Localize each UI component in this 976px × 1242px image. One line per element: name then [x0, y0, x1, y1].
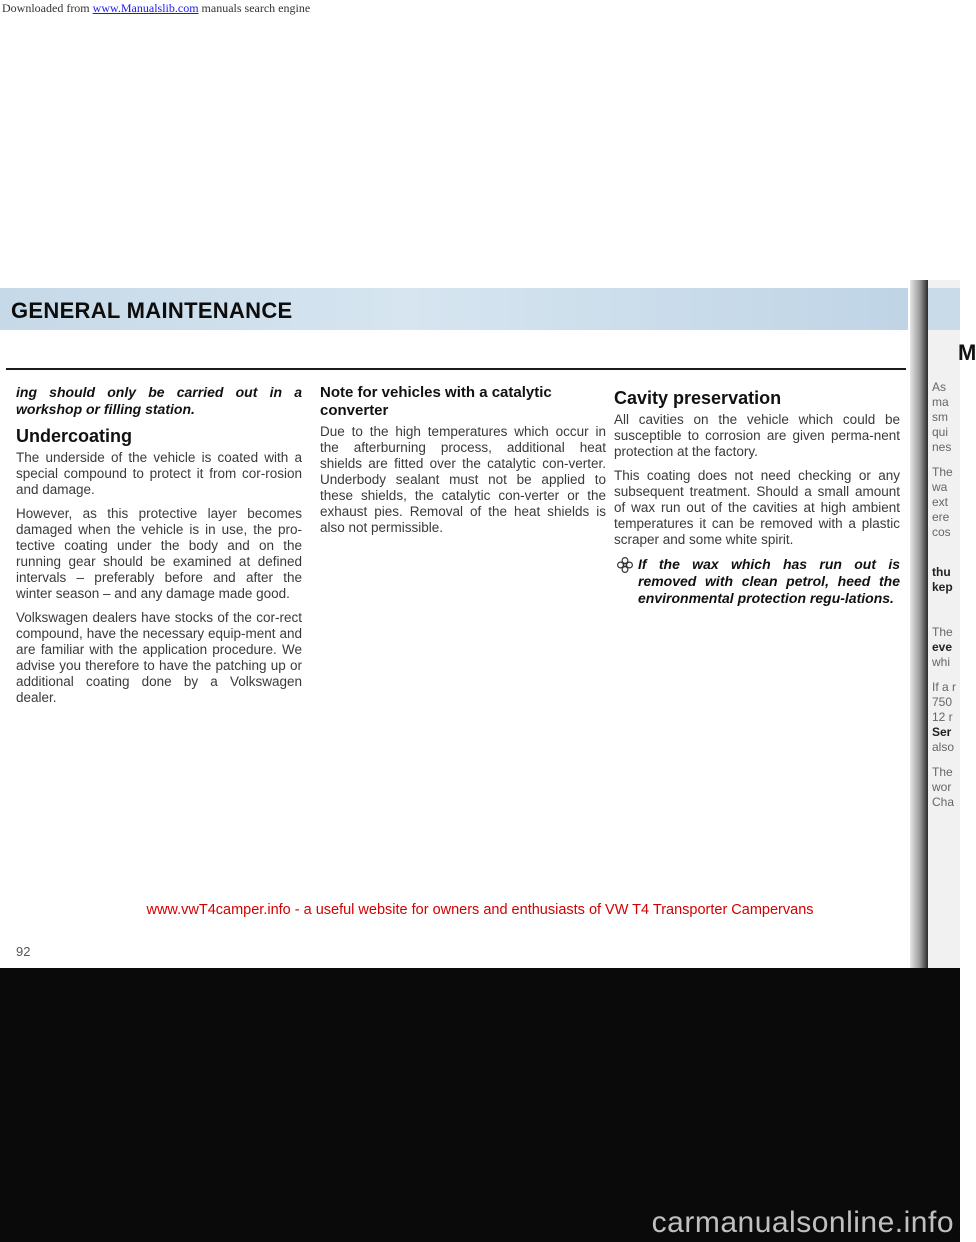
website-watermark: www.vwT4camper.info - a useful website for owners and enthusiasts of VW T4 Transporter Campervans: [146, 902, 814, 918]
column-2: [320, 384, 606, 544]
adjacent-text-fragment: whi: [932, 655, 951, 669]
paragraph: Volkswagen dealers have stocks of the cor-rect compound, have the necessary equip-ment and are familiar with the application procedure. We advise you therefore to have the patching up or additional coating done by a Volkswagen dealer.: [16, 610, 302, 705]
paragraph: Due to the high temperatures which occur in the afterburning process, additional heat shields are fitted over the catalytic con-verter. Underbody sealant must not be applied to these shields, the catalytic con-verter or the exhaust pies. Removal of the heat shields is also not permissible.: [320, 424, 606, 535]
adjacent-text-fragment: 750: [932, 695, 953, 709]
scan-black-area: [0, 968, 960, 1242]
adjacent-header-band: [928, 288, 960, 330]
column-1: [16, 384, 302, 714]
section-heading-cavity-preservation: Cavity preservation: [614, 388, 782, 408]
adjacent-text-fragment: The: [932, 765, 953, 779]
adjacent-text-fragment: ere: [932, 510, 950, 524]
adjacent-text-fragment: also: [932, 740, 955, 754]
paragraph: The underside of the vehicle is coated with a special compound to protect it from cor-rosion and damage.: [16, 450, 302, 497]
section-heading-undercoating: Undercoating: [16, 426, 133, 446]
paragraph: However, as this protective layer becomes damaged when the vehicle is in use, the pro-tective coating under the body and on the running gear should be examined at defined intervals – preferably before and after the winter season – and any damage made good.: [16, 506, 302, 601]
footer-brand: carmanualsonline.info: [651, 1206, 954, 1239]
adjacent-text-fragment: wa: [932, 480, 948, 494]
section-heading-catalytic-converter: Note for vehicles with a catalytic converter: [320, 384, 552, 419]
page-title: GENERAL MAINTENANCE: [11, 298, 293, 323]
column-3: [614, 384, 900, 615]
download-suffix: manuals search engine: [198, 1, 311, 15]
adjacent-text-fragment: thu: [932, 565, 951, 579]
adjacent-text-fragment: ext: [932, 495, 949, 509]
paragraph: This coating does not need checking or any subsequent treatment. Should a small amount of wax run out of the cavities at high ambient temperatures it can be removed with a plastic scraper and some white spirit.: [614, 468, 900, 547]
manualslib-link[interactable]: www.Manualslib.com: [92, 1, 199, 15]
download-source-bar: [0, 0, 962, 16]
adjacent-text-fragment: qui: [932, 425, 949, 439]
adjacent-text-fragment: The: [932, 465, 953, 479]
adjacent-text-fragment: nes: [932, 440, 952, 454]
environmental-note-text: If the wax which has run out is removed with clean petrol, heed the environmental protection regu-lations.: [638, 556, 900, 606]
adjacent-title-letter: M: [958, 340, 976, 365]
page-binding-edge: [910, 280, 928, 1040]
adjacent-text-fragment: 12 r: [932, 710, 953, 724]
adjacent-text-fragment: sm: [932, 410, 948, 424]
adjacent-text-fragment: If a r: [932, 680, 957, 694]
adjacent-text-fragment: cos: [932, 525, 951, 539]
download-prefix: Downloaded from: [2, 1, 93, 15]
adjacent-text-fragment: As: [932, 380, 947, 394]
adjacent-text-fragment: Cha: [932, 795, 955, 809]
adjacent-text-fragment: wor: [932, 780, 952, 794]
continued-warning: ing should only be carried out in a workshop or filling station.: [16, 384, 302, 417]
page-number: 92: [16, 944, 31, 959]
header-divider: [6, 368, 906, 370]
paragraph: All cavities on the vehicle which could be susceptible to corrosion are given perma-nent protection at the factory.: [614, 412, 900, 459]
adjacent-text-fragment: eve: [932, 640, 953, 654]
environmental-note: [614, 556, 900, 607]
adjacent-text-fragment: kep: [932, 580, 953, 594]
flower-icon: [616, 556, 634, 574]
adjacent-text-fragment: Ser: [932, 725, 952, 739]
adjacent-text-fragment: The: [932, 625, 953, 639]
adjacent-text-fragment: ma: [932, 395, 949, 409]
